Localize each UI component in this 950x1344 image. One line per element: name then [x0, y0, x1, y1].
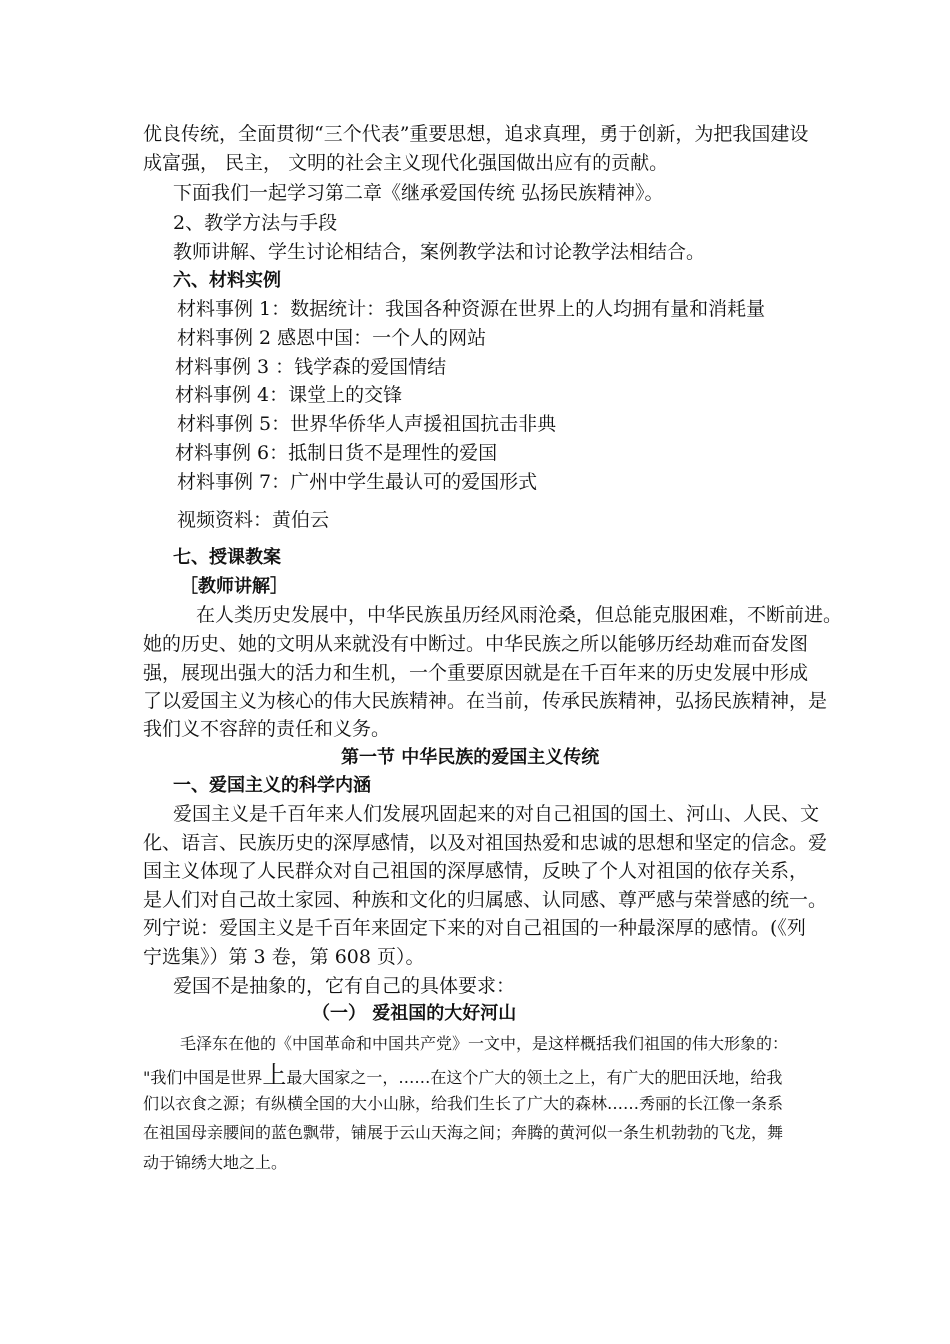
material-item: 材料事例 5：世界华侨华人声援祖国抗击非典: [177, 413, 557, 435]
definition-line: 化、语言、民族历史的深厚感情，以及对祖国热爱和忠诚的思想和坚定的信念。爱: [143, 832, 828, 854]
materials-heading: 六、材料实例: [173, 270, 281, 291]
quote-line: 们以衣食之源；有纵横全国的大小山脉，给我们生长了广大的森林……秀丽的长江像一条系: [143, 1094, 784, 1113]
material-item: 材料事例 7：广州中学生最认可的爱国形式: [177, 471, 538, 493]
definition-line: 国主义体现了人民群众对自己祖国的深厚感情，反映了个人对祖国的依存关系，: [143, 860, 809, 882]
method-heading: 2、教学方法与手段: [173, 212, 338, 234]
quote-line: [143, 1062, 782, 1091]
lesson-paragraph-line: 了以爱国主义为核心的伟大民族精神。在当前，传承民族精神，弘扬民族精神，是: [143, 690, 828, 712]
subsection-heading: 一、爱国主义的科学内涵: [173, 775, 371, 796]
definition-line: 宁选集》）第 3 卷，第 608 页）。: [143, 946, 425, 968]
teacher-label: ［教师讲解］: [180, 576, 288, 597]
definition-line: 是人们对自己故土家园、种族和文化的归属感、认同感、尊严感与荣誉感的统一。: [143, 889, 828, 911]
quote-rest: 最大国家之一，……在这个广大的领土之上，有广大的肥田沃地，给我: [286, 1068, 783, 1087]
lesson-paragraph-line: 强，展现出强大的活力和生机，一个重要原因就是在千百年来的历史发展中形成: [143, 662, 809, 684]
quote-line: 动于锦绣大地之上。: [143, 1153, 288, 1172]
method-text: 教师讲解、学生讨论相结合，案例教学法和讨论教学法相结合。: [173, 241, 706, 263]
quote-large-char: 上: [262, 1061, 287, 1089]
material-item: 材料事例 1：数据统计：我国各种资源在世界上的人均拥有量和消耗量: [177, 298, 766, 320]
lesson-paragraph-line: 在人类历史发展中，中华民族虽历经风雨沧桑，但总能克服困难，不断前进。: [196, 604, 843, 626]
section-title: 第一节 中华民族的爱国主义传统: [341, 747, 600, 768]
material-item: 材料事例 6：抵制日货不是理性的爱国: [175, 442, 498, 464]
definition-line: 列宁说：爱国主义是千百年来固定下来的对自己祖国的一种最深厚的感情。(《列: [143, 917, 806, 939]
lesson-paragraph-line: 我们义不容辞的责任和义务。: [143, 718, 391, 740]
intro-line: 成富强， 民主， 文明的社会主义现代化强国做出应有的贡献。: [143, 152, 669, 174]
subsection-heading: （一） 爱祖国的大好河山: [312, 1003, 517, 1024]
quote-intro: 毛泽东在他的《中国革命和中国共产党》一文中，是这样概括我们祖国的伟大形象的：: [180, 1034, 789, 1053]
lesson-heading: 七、授课教案: [173, 547, 281, 568]
video-material: 视频资料：黄伯云: [177, 509, 330, 531]
definition-line: 爱国主义是千百年来人们发展巩固起来的对自己祖国的国土、河山、人民、文: [173, 803, 820, 825]
quote-line: 在祖国母亲腰间的蓝色飘带，铺展于云山天海之间；奔腾的黄河似一条生机勃勃的飞龙，舞: [143, 1123, 784, 1142]
requirement-intro: 爱国不是抽象的，它有自己的具体要求：: [173, 975, 516, 997]
material-item: 材料事例 2 感恩中国：一个人的网站: [177, 327, 487, 349]
lesson-paragraph-line: 她的历史、她的文明从来就没有中断过。中华民族之所以能够历经劫难而奋发图: [143, 633, 809, 655]
intro-line: 下面我们一起学习第二章《继承爱国传统 弘扬民族精神》。: [173, 182, 664, 204]
material-item: 材料事例 3 ：钱学森的爱国情结: [175, 356, 447, 378]
quote-start: "我们中国是世界: [143, 1068, 263, 1087]
intro-line: 优良传统，全面贯彻“三个代表”重要思想，追求真理，勇于创新，为把我国建设: [143, 123, 809, 145]
material-item: 材料事例 4：课堂上的交锋: [175, 384, 403, 406]
